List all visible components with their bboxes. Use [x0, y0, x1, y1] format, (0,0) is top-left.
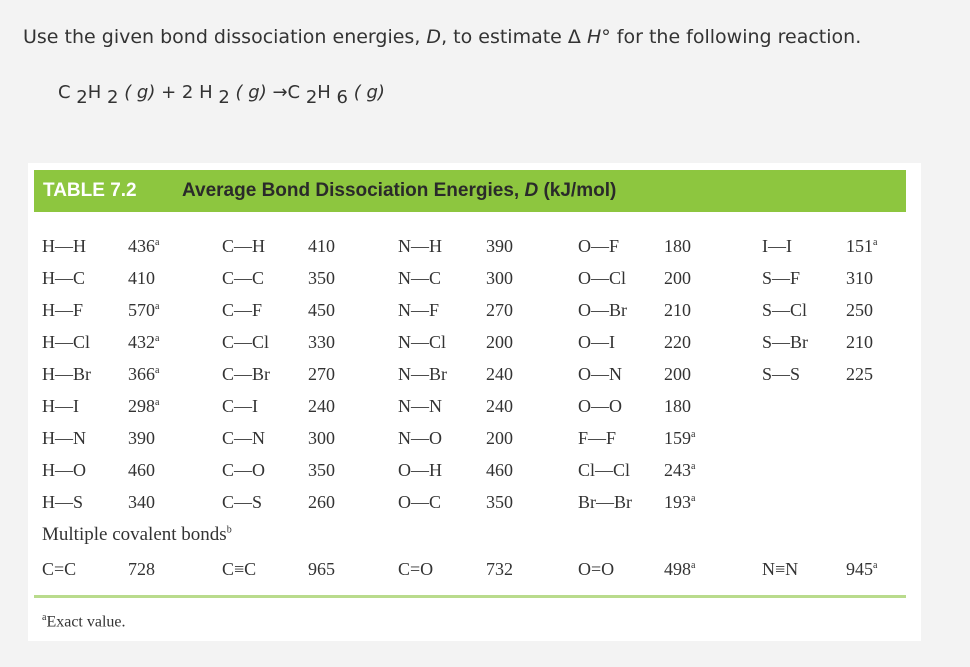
eq-state: ( g) [118, 82, 162, 103]
bond-label: N—Cl [398, 332, 447, 352]
eq-subscript: 2 [107, 87, 119, 108]
bond-energy-value [486, 460, 513, 481]
value-number: 432 [128, 332, 155, 352]
bond-energy-value [846, 268, 873, 289]
bond-energy-value [128, 332, 159, 353]
question-suffix: for the following reaction. [610, 26, 862, 48]
value-number: 436 [128, 236, 155, 256]
bond-label: S—Cl [762, 300, 808, 320]
bond-label: O=O [578, 559, 615, 579]
bond-energy-value [486, 236, 513, 257]
value-number: 965 [308, 559, 335, 579]
symbol-d: D [426, 26, 442, 48]
value-number: 945 [846, 559, 873, 579]
bond-label: C—Cl [222, 332, 270, 352]
eq-part: C [58, 82, 77, 103]
footnote-marker: a [155, 365, 160, 376]
bond-label: N—F [398, 300, 440, 320]
bond-energy-value [664, 396, 691, 417]
value-number: 210 [664, 300, 691, 320]
bond-energy-value [128, 364, 159, 385]
value-number: 240 [486, 364, 513, 384]
bond-energy-value [308, 460, 335, 481]
bond-energy-value [846, 364, 873, 385]
bond-energy-value [664, 559, 695, 580]
value-number: 498 [664, 559, 691, 579]
footnote-marker: a [155, 237, 160, 248]
value-number: 200 [486, 332, 513, 352]
bond-label: C—H [222, 236, 266, 256]
bond-energy-value [308, 300, 335, 321]
bond-energy-value [128, 268, 155, 289]
value-number: 180 [664, 236, 691, 256]
value-number: 728 [128, 559, 155, 579]
footnote-mark: a [42, 612, 47, 623]
question-text [23, 26, 861, 48]
bond-label: N—H [398, 236, 442, 256]
bond-energy-value [128, 559, 155, 580]
bond-energy-value [664, 236, 691, 257]
symbol-h: H° [586, 26, 611, 48]
value-number: 732 [486, 559, 513, 579]
bond-label: O—C [398, 492, 442, 512]
footnote-marker: a [155, 301, 160, 312]
bond-energy-value [128, 428, 155, 449]
value-number: 410 [308, 236, 335, 256]
eq-subscript: 2 [76, 87, 88, 108]
bond-label: O—Cl [578, 268, 627, 288]
eq-state: ( g) [229, 82, 273, 103]
bond-label: N—N [398, 396, 442, 416]
bond-label: H—S [42, 492, 84, 512]
bond-label: H—O [42, 460, 86, 480]
bond-label: H—N [42, 428, 86, 448]
bond-label: C—F [222, 300, 263, 320]
value-number: 200 [664, 364, 691, 384]
bond-energy-value [486, 428, 513, 449]
value-number: 298 [128, 396, 155, 416]
reaction-equation [58, 82, 385, 108]
bond-label: S—F [762, 268, 801, 288]
bond-label: N≡N [762, 559, 799, 579]
value-number: 410 [128, 268, 155, 288]
value-number: 243 [664, 460, 691, 480]
value-number: 450 [308, 300, 335, 320]
bond-energy-value [664, 428, 695, 449]
value-number: 193 [664, 492, 691, 512]
title-suffix: (kJ/mol) [538, 180, 617, 201]
bond-label: C—S [222, 492, 263, 512]
eq-part: H [317, 82, 337, 103]
bond-energy-value [486, 332, 513, 353]
bond-label: O—N [578, 364, 622, 384]
value-number: 460 [486, 460, 513, 480]
value-number: 200 [486, 428, 513, 448]
bond-energy-value [128, 396, 159, 417]
bond-energy-value [308, 559, 335, 580]
bond-label: O—H [398, 460, 442, 480]
value-number: 270 [486, 300, 513, 320]
eq-part: + 2 H [161, 82, 219, 103]
footnote-marker: a [691, 493, 696, 504]
bond-energy-value [128, 460, 155, 481]
footnote-marker: b [226, 524, 232, 536]
footnote [42, 612, 126, 631]
value-number: 570 [128, 300, 155, 320]
footnote-marker: a [873, 237, 878, 248]
bond-label: N—O [398, 428, 442, 448]
value-number: 340 [128, 492, 155, 512]
bond-label: H—C [42, 268, 86, 288]
eq-subscript: 2 [305, 87, 318, 108]
eq-subscript: 2 [218, 87, 230, 108]
bond-energy-value [308, 332, 335, 353]
value-number: 350 [308, 268, 335, 288]
bond-energy-value [308, 236, 335, 257]
bond-energy-table [28, 163, 921, 641]
title-d: D [524, 180, 539, 201]
bond-energy-value [308, 396, 335, 417]
bond-label: C=O [398, 559, 434, 579]
bond-label: C—O [222, 460, 266, 480]
multiple-label-text: Multiple covalent bonds [42, 524, 227, 545]
multiple-bonds-label [42, 524, 232, 546]
bond-label: N—C [398, 268, 442, 288]
bond-label: C≡C [222, 559, 257, 579]
bond-energy-value [308, 364, 335, 385]
value-number: 220 [664, 332, 691, 352]
value-number: 330 [308, 332, 335, 352]
bond-energy-value [486, 268, 513, 289]
value-number: 159 [664, 428, 691, 448]
bond-energy-value [308, 492, 335, 513]
value-number: 260 [308, 492, 335, 512]
bond-energy-value [486, 364, 513, 385]
bond-label: O—I [578, 332, 615, 352]
table-bottom-rule [34, 595, 906, 598]
value-number: 250 [846, 300, 873, 320]
value-number: 225 [846, 364, 873, 384]
value-number: 390 [486, 236, 513, 256]
value-number: 350 [486, 492, 513, 512]
bond-energy-value [486, 396, 513, 417]
bond-energy-value [486, 492, 513, 513]
bond-energy-value [664, 332, 691, 353]
eq-state: ( g) [347, 82, 385, 103]
bond-energy-value [664, 460, 695, 481]
value-number: 300 [486, 268, 513, 288]
footnote-marker: a [873, 560, 878, 571]
value-number: 240 [308, 396, 335, 416]
bond-energy-value [128, 236, 159, 257]
bond-energy-value [846, 559, 877, 580]
table-number: TABLE 7.2 [43, 180, 137, 201]
value-number: 390 [128, 428, 155, 448]
question-prefix: Use the given bond dissociation energies, [23, 26, 427, 48]
title-prefix: Average Bond Dissociation Energies, [182, 180, 525, 201]
value-number: 310 [846, 268, 873, 288]
footnote-marker: a [691, 560, 696, 571]
bond-label: O—Br [578, 300, 627, 320]
value-number: 180 [664, 396, 691, 416]
bond-energy-value [486, 559, 513, 580]
bond-label: H—I [42, 396, 79, 416]
value-number: 460 [128, 460, 155, 480]
bond-label: C—N [222, 428, 266, 448]
bond-label: S—S [762, 364, 801, 384]
value-number: 210 [846, 332, 873, 352]
value-number: 366 [128, 364, 155, 384]
bond-label: H—F [42, 300, 84, 320]
bond-energy-value [128, 492, 155, 513]
bond-energy-value [846, 300, 873, 321]
bond-label: H—Br [42, 364, 91, 384]
question-middle: , to estimate Δ [441, 26, 587, 48]
bond-label: C=C [42, 559, 77, 579]
bond-label: Cl—Cl [578, 460, 631, 480]
footnote-marker: a [155, 333, 160, 344]
bond-energy-value [664, 364, 691, 385]
bond-energy-value [664, 492, 695, 513]
bond-label: C—Br [222, 364, 271, 384]
bond-energy-value [846, 332, 873, 353]
bond-label: Br—Br [578, 492, 632, 512]
bond-energy-value [308, 428, 335, 449]
bond-label: F—F [578, 428, 617, 448]
bond-label: C—I [222, 396, 258, 416]
bond-energy-value [128, 300, 159, 321]
bond-label: N—Br [398, 364, 447, 384]
bond-label: O—F [578, 236, 620, 256]
bond-energy-value [664, 300, 691, 321]
eq-arrow: →C [272, 82, 306, 103]
bond-label: O—O [578, 396, 622, 416]
value-number: 240 [486, 396, 513, 416]
footnote-text: Exact value. [46, 613, 126, 631]
bond-label: H—Cl [42, 332, 91, 352]
value-number: 200 [664, 268, 691, 288]
eq-part: H [87, 82, 108, 103]
eq-subscript: 6 [336, 87, 348, 108]
table-title [182, 180, 616, 202]
footnote-marker: a [691, 461, 696, 472]
value-number: 300 [308, 428, 335, 448]
bond-energy-value [308, 268, 335, 289]
footnote-marker: a [691, 429, 696, 440]
bond-label: C—C [222, 268, 265, 288]
value-number: 270 [308, 364, 335, 384]
bond-energy-value [664, 268, 691, 289]
bond-energy-value [486, 300, 513, 321]
value-number: 151 [846, 236, 873, 256]
table-header [34, 170, 906, 212]
footnote-marker: a [155, 397, 160, 408]
bond-label: I—I [762, 236, 792, 256]
bond-label: H—H [42, 236, 86, 256]
bond-energy-value [846, 236, 877, 257]
bond-label: S—Br [762, 332, 809, 352]
value-number: 350 [308, 460, 335, 480]
